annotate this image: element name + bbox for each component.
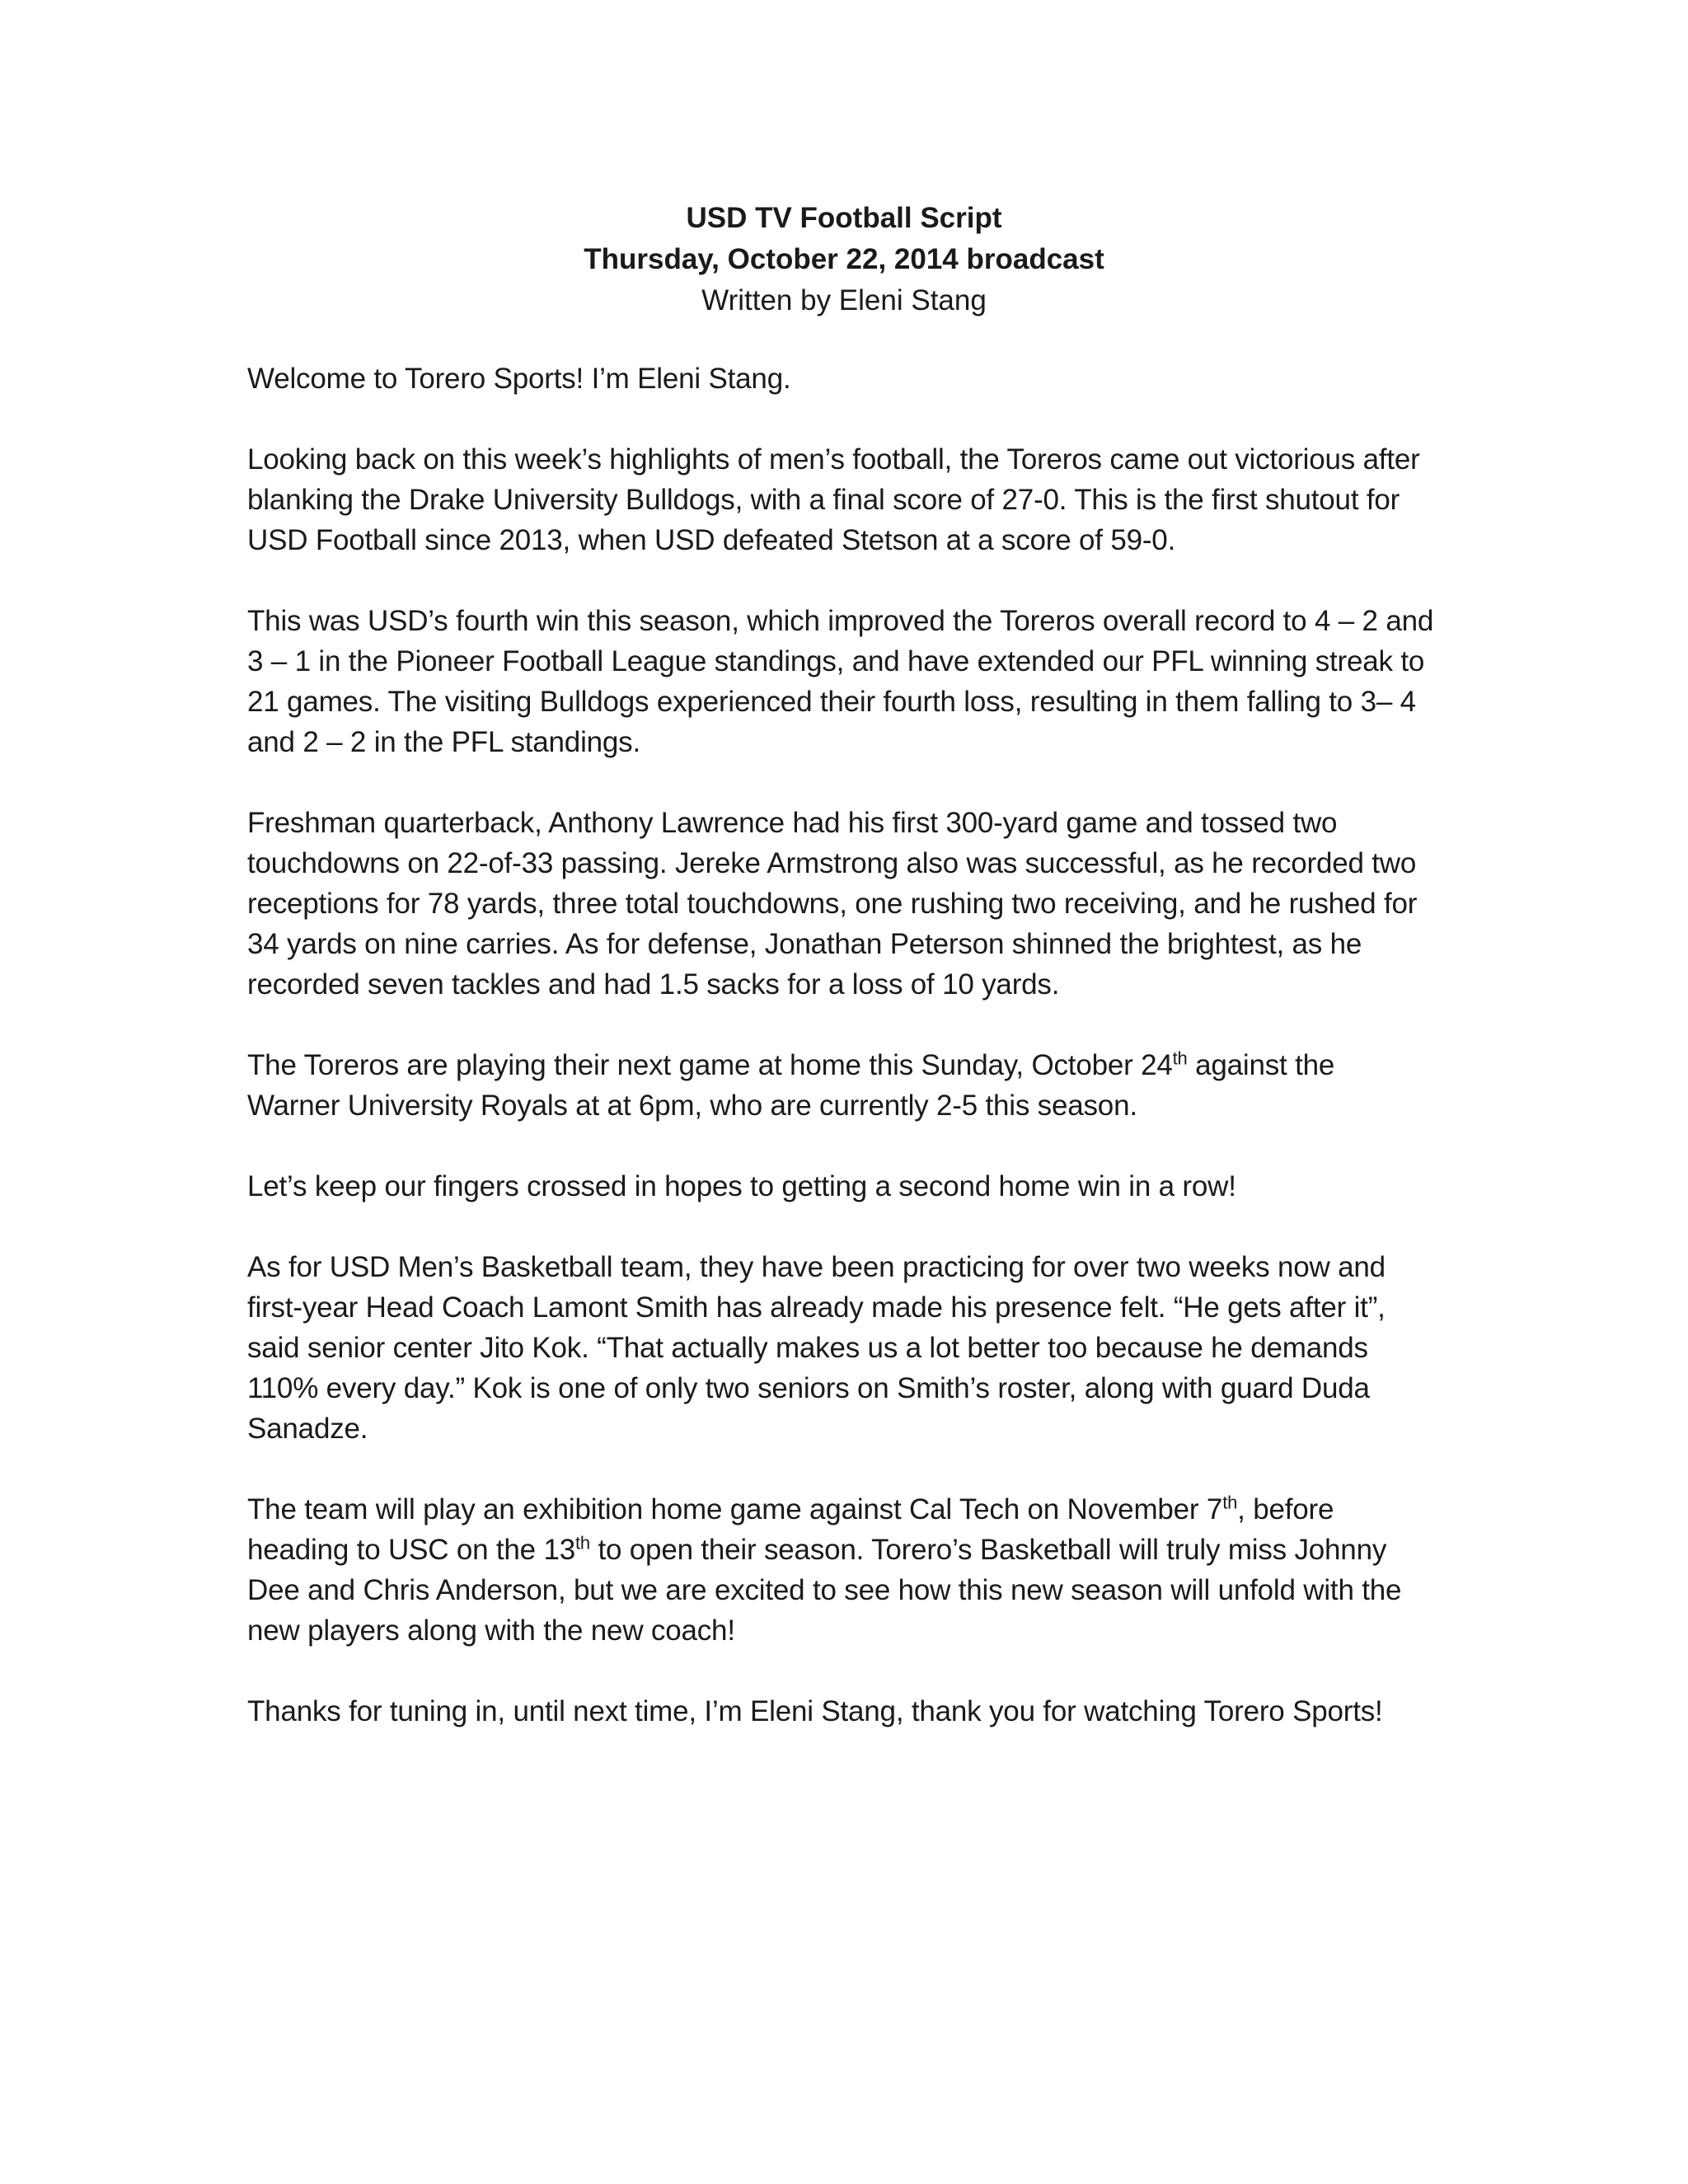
schedule-text-b: , before heading to USC on the 13 <box>247 1493 1334 1566</box>
paragraph-next-game <box>247 1045 1434 1126</box>
schedule-text-c: to open their season. Torero’s Basketball will truly miss Johnny Dee and Chris Anderson, but we are excited to see how this new season will unfold with the new players along with the new coach! <box>247 1534 1402 1647</box>
document-title: USD TV Football Script <box>686 202 1002 234</box>
ordinal-suffix: th <box>1222 1492 1238 1513</box>
broadcast-date: Thursday, October 22, 2014 broadcast <box>584 243 1104 275</box>
paragraph-signoff: Thanks for tuning in, until next time, I’m Eleni Stang, thank you for watching Torero Sports! <box>247 1695 1383 1727</box>
paragraph-highlights: Looking back on this week’s highlights of men’s football, the Toreros came out victorious after blanking the Drake University Bulldogs, with a final score of 27-0. This is the first shutout for USD Football since 2013, when USD defeated Stetson at a score of 59-0. <box>247 443 1420 556</box>
paragraph-schedule <box>247 1489 1434 1651</box>
paragraph-hopes: Let’s keep our fingers crossed in hopes to getting a second home win in a row! <box>247 1170 1236 1202</box>
schedule-text-a: The team will play an exhibition home game against Cal Tech on November 7 <box>247 1493 1223 1526</box>
next-game-text-b: against the Warner University Royals at at 6pm, who are currently 2-5 this season. <box>247 1049 1335 1122</box>
next-game-text-a: The Toreros are playing their next game at home this Sunday, October 24 <box>247 1049 1173 1081</box>
document-header <box>0 198 1688 321</box>
byline: Written by Eleni Stang <box>701 284 987 316</box>
ordinal-suffix: th <box>575 1532 590 1554</box>
paragraph-basketball: As for USD Men’s Basketball team, they have been practicing for over two weeks now and first-year Head Coach Lamont Smith has already made his presence felt. “He gets after it”, said senior center Jito Kok. “That actually makes us a lot better too because he demands 110% every day.” Kok is one of only two seniors on Smith’s roster, along with guard Duda Sanadze. <box>247 1251 1386 1445</box>
paragraph-player-stats: Freshman quarterback, Anthony Lawrence had his first 300-yard game and tossed two touchdowns on 22-of-33 passing. Jereke Armstrong also was successful, as he recorded two receptions for 78 yards, three total touchdowns, one rushing two receiving, and he rushed for 34 yards on nine carries. As for defense, Jonathan Peterson shinned the brightest, as he recorded seven tackles and had 1.5 sacks for a loss of 10 yards. <box>247 807 1418 1001</box>
ordinal-suffix: th <box>1172 1047 1188 1069</box>
document-body <box>247 359 1434 1772</box>
paragraph-welcome: Welcome to Torero Sports! I’m Eleni Stang. <box>247 363 791 395</box>
paragraph-record: This was USD’s fourth win this season, which improved the Toreros overall record to 4 – 2 and 3 – 1 in the Pioneer Football League standings, and have extended our PFL winning streak to 21 games. The visiting Bulldogs experienced their fourth loss, resulting in them falling to 3– 4 and 2 – 2 in the PFL standings. <box>247 605 1434 758</box>
